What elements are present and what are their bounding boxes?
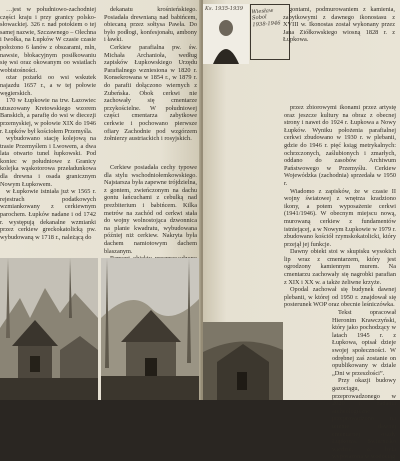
paragraph: Przy okazji budowy gazociągu, przeprowadzonego w 2020 r. badania archeologiczne przeprowadzono na terenie dawnej cmentarnej osady Łupkowa. Swiernisko wiedzie, że była wyposażona w wodociąg: [332, 377, 396, 461]
paragraph: Opodal zachował się budynek dawnej plebanii, w której od 1950 r. znajdował się posterunek WOP oraz obecnie leśniczówka.: [284, 286, 396, 309]
left-page: [0, 0, 201, 400]
church-exterior-photo: [0, 258, 98, 400]
card-line: Wiesław: [251, 7, 274, 16]
priest-portrait-photo: [203, 4, 249, 64]
right-column-top: [283, 6, 395, 106]
paragraph: Dawny obiekt stoi w skupisku wysokich lip wraz z cmentarzem, który jest ogrodzony kamiennym murem. Na cmentarzu zachowały się nagrobki parafian z XIX i XX w. a także żeliwne krzyże.: [284, 248, 396, 286]
paragraph: przez zbiorowymi ikonami przez artystę oraz jeszcze kultury na obraz z obecnej strony i nawet do 1924 r. Łupkowa a Nowy Łupków. Wyniku położenia parafialnej cerkwi zbudowano w 1930 r. w plebanii, gdzie do 1946 r. pięć ksiąg metrykalnych: ochrzczonych, zaślubionych i zmarłych, oddano do zasobów Archiwum Państwowego w Przemyślu. Cerkiew Wojewódzka (zachodnia) sprzedała w 1950 r.: [284, 104, 396, 187]
church-ruin-photo: [203, 322, 283, 400]
paragraph: gontami, podmurowaniem z kamienia, zabytkowymi z dawnego ikonostasu z XVIII w. Ikonostas został wykonany przez Jana Ziółkowskiego wiosną 1828 r. z Łupkowa.: [283, 6, 395, 44]
paragraph: dekanatu krośnieńskiego. Posiadała drewnianą nad babińcem, obiecaną przez sołtysa Pawła. Do było podłogi, konfesjonału, ambony i ławki.: [104, 6, 197, 44]
paragraph: Wiadomo z zapisków, że w czasie II wojny światowej z wnętrza kradziono ikony, a potem wyposażenie cerkwi (1941/1946). W obecnym miejscu nową, murowaną cerkiew z fundamentów istniejącej, a w Nowym Łupkowie w 1979 r. zbudowano kościół rzymskokatolicki, który przejął jej funkcje.: [284, 187, 396, 248]
left-column-2: [104, 6, 197, 256]
card-line: Sobol: [251, 14, 267, 22]
paragraph: …jest w południowo-zachodniej części kraju i przy granicy polsko-słowackiej. 326 r. nad potokiem o tej samej nazwie, Szczawnego – Olechna i Iwołka, na Łupków W czasie czasie położono 6 łanów z obszarami, mln, nawsie, błokacyjnym posiłkowaniu się wsi oraz okowanym oo wsiatlach wobistośności.: [0, 6, 96, 74]
paragraph: Tekst opracował Hieronim Krawczyński, który jako pochodzący w latach 1945 r. z Łupkowa, opisał dzieje swojej społeczności. W odrębnej zaś zostanie on opublikowany w dziale „Dni w przeszłości”.: [332, 309, 396, 377]
paragraph: w Łupkowie istniała już w 1565 r. rejestrach podatkowych wzmiankowany z cerkiewnym parochem. Łupków nadane i od 1742 r. występują dekanalne wzmianki przez cerkiew greckokatolicką pw. wybudowaną w 1718 r., należącą do: [0, 188, 96, 241]
paragraph: ożar pożarki oo wsi wskutek najazdu 1657 r., a w tej połowie węgierskich.: [0, 74, 96, 97]
right-column-main: [284, 104, 396, 461]
right-column-narrow: [332, 309, 396, 461]
paragraph: Cerkiew parafialna pw. św. Michała Archanioła, według zapisków Łupkowskiego Urzędu Parafialnego wzniesiona w 1820 r. Konsekrowana w 1854 r., w 1879 r. do parafii dołączono wiernych z Zubeńska. Obok cerkwi nie zachowały się cmentarze przykościelne. W południowej części cmentarza zabytkowe cerkwie i pochowano pierwsze ofiary Zachodnie pod wzgórzem żołnierzy austriackich i rosyjskich.: [104, 43, 197, 143]
card-line: 1938-1946: [252, 20, 281, 29]
paragraph: 170 w Łupkowie na trw. Łazowiec utuszowany Kretowskiego wzorem Banskich, a parafię do wsi w diecezji przemyskiej, w połowie XIX do 1946 r. Łupków był kościołem Przemyśla.: [0, 97, 96, 135]
left-column-1: [0, 6, 96, 258]
paragraph: wybudowano stację kolejową na trasie Przemyślem i Lwowem, a dwa lata otwarto tunel łupkowski. Pod koniec w południowe z Granicy kolejka wąskotorowa przeładunkowa dla drewna i osada granicznym Nowym Łupkowem.: [0, 135, 96, 188]
paragraph: Cerkiew posiadała cechy typowe dla stylu wschodniołemkowskiego. Najstarsza była zapewne trójdzielna, z gontem, zwieńczonym na dachu gontu łańcuchami z cebulką nad prezbiterium i babińcem. Kilka metrów na zachód od cerkwi stała do wojny wolnostojąca dzwonnica na planie kwadratu, wybudowana później niż cerkiew. Nakryta była dachem namiotowym dachem blaszanym.: [104, 164, 197, 255]
photo-caption: Ks. 1935-1939: [205, 6, 243, 12]
church-side-photo: [101, 258, 200, 400]
